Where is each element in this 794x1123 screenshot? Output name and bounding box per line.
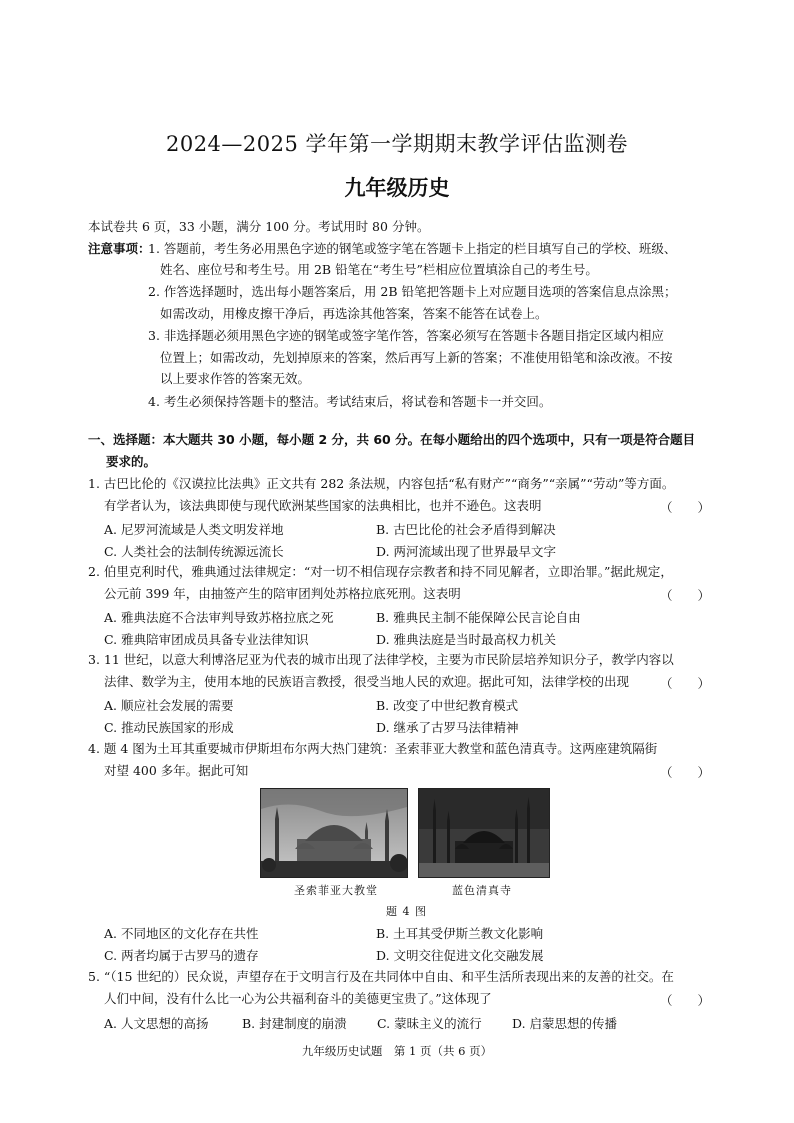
notice-2-line-2: 如需改动，用橡皮擦干净后，再选涂其他答案，答案不能答在试卷上。: [160, 306, 548, 321]
notice-label: 注意事项：: [88, 241, 151, 256]
q2-answer-blank: （ ）: [660, 588, 711, 603]
q1-option-c: C. 人类社会的法制传统源远流长: [104, 544, 284, 559]
q3-option-d: D. 继承了古罗马法律精神: [376, 720, 519, 735]
q2-option-d: D. 雅典法庭是当时最高权力机关: [376, 632, 557, 647]
blue-mosque-illustration: [419, 789, 549, 877]
q4-option-c: C. 两者均属于古罗马的遗存: [104, 948, 259, 963]
q4-stem-line-2: 对望 400 多年。据此可知: [104, 763, 249, 778]
q5-option-b: B. 封建制度的崩溃: [242, 1016, 347, 1031]
q1-option-d: D. 两河流域出现了世界最早文字: [376, 544, 557, 559]
q3-stem-line-2: 法律、数学为主，使用本地的民族语言教授，很受当地人民的欢迎。据此可知，法律学校的出现: [104, 674, 630, 689]
section-heading-line-1: 一、选择题：本大题共 30 小题，每小题 2 分，共 60 分。在每小题给出的四个选项中，只有一项是符合题目: [88, 432, 696, 447]
q5-option-d: D. 启蒙思想的传播: [512, 1016, 618, 1031]
page-footer: 九年级历史试题 第 1 页（共 6 页）: [301, 1044, 493, 1058]
notice-1-line-2: 姓名、座位号和考生号。用 2B 铅笔在“考生号”栏相应位置填涂自己的考生号。: [160, 262, 598, 277]
exam-title: 2024—2025 学年第一学期期末教学评估监测卷: [165, 132, 629, 156]
q3-stem-line-1: 3. 11 世纪，以意大利博洛尼亚为代表的城市出现了法律学校，主要为市民阶层培养知识分子，教学内容以: [88, 652, 674, 667]
q1-stem-line-1: 1. 古巴比伦的《汉谟拉比法典》正文共有 282 条法规，内容包括“私有财产”“商务”“亲属”“劳动”等方面。: [88, 476, 675, 491]
q4-option-d: D. 文明交往促进文化交融发展: [376, 948, 544, 963]
q2-stem-line-2: 公元前 399 年，由抽签产生的陪审团判处苏格拉底死刑。这表明: [104, 586, 461, 601]
q4-answer-blank: （ ）: [660, 765, 711, 780]
q5-option-c: C. 蒙昧主义的流行: [377, 1016, 482, 1031]
notice-3-line-3: 以上要求作答的答案无效。: [160, 371, 311, 386]
q5-stem-line-1: 5. “（15 世纪的）民众说，声望存在于文明言行及在共同体中自由、和平生活所表现出来的友善的社交。在: [88, 969, 674, 984]
blue-mosque-photo: [418, 788, 550, 878]
q3-answer-blank: （ ）: [660, 676, 711, 691]
q4-option-a: A. 不同地区的文化存在共性: [104, 926, 259, 941]
q2-option-b: B. 雅典民主制不能保障公民言论自由: [376, 610, 581, 625]
notice-2-line-1: 2. 作答选择题时，选出每小题答案后，用 2B 铅笔把答题卡上对应题目选项的答案信息点涂黑；: [148, 284, 677, 299]
figure-caption-hagia-sophia: 圣索菲亚大教堂: [294, 884, 378, 897]
notice-1-line-1: 1. 答题前，考生务必用黑色字迹的钢笔或签字笔在答题卡上指定的栏目填写自己的学校、班级、: [148, 241, 677, 256]
notice-4-line-1: 4. 考生必须保持答题卡的整洁。考试结束后，将试卷和答题卡一并交回。: [148, 394, 552, 409]
exam-subject: 九年级历史: [344, 176, 450, 200]
q1-stem-line-2: 有学者认为，该法典即使与现代欧洲某些国家的法典相比，也并不逊色。这表明: [104, 498, 542, 513]
hagia-sophia-illustration: [261, 789, 407, 877]
intro-text: 本试卷共 6 页，33 小题，满分 100 分。考试用时 80 分钟。: [88, 219, 430, 234]
q2-option-c: C. 雅典陪审团成员具备专业法律知识: [104, 632, 309, 647]
q5-option-a: A. 人文思想的高扬: [104, 1016, 209, 1031]
q1-answer-blank: （ ）: [660, 500, 711, 515]
q5-stem-line-2: 人们中间，没有什么比一心为公共福利奋斗的美德更宝贵了。”这体现了: [104, 991, 492, 1006]
q3-option-c: C. 推动民族国家的形成: [104, 720, 234, 735]
q2-stem-line-1: 2. 伯里克利时代，雅典通过法律规定：“对一切不相信现存宗教者和持不同见解者，立即治罪。”据此规定，: [88, 564, 673, 579]
figure-caption-blue-mosque: 蓝色清真寺: [452, 884, 512, 897]
q4-option-b: B. 土耳其受伊斯兰教文化影响: [376, 926, 544, 941]
figure-label: 题 4 图: [386, 905, 427, 918]
notice-3-line-2: 位置上；如需改动，先划掉原来的答案，然后再写上新的答案；不准使用铅笔和涂改液。不按: [160, 350, 673, 365]
q4-stem-line-1: 4. 题 4 图为土耳其重要城市伊斯坦布尔两大热门建筑：圣索菲亚大教堂和蓝色清真寺。这两座建筑隔街: [88, 741, 658, 756]
section-heading-line-2: 要求的。: [106, 454, 157, 469]
q2-option-a: A. 雅典法庭不合法审判导致苏格拉底之死: [104, 610, 334, 625]
q3-option-b: B. 改变了中世纪教育模式: [376, 698, 519, 713]
hagia-sophia-photo: [260, 788, 408, 878]
q1-option-b: B. 古巴比伦的社会矛盾得到解决: [376, 522, 556, 537]
q5-answer-blank: （ ）: [660, 993, 711, 1008]
q3-option-a: A. 顺应社会发展的需要: [104, 698, 234, 713]
notice-3-line-1: 3. 非选择题必须用黑色字迹的钢笔或签字笔作答，答案必须写在答题卡各题目指定区域内相应: [148, 328, 664, 343]
q1-option-a: A. 尼罗河流域是人类文明发祥地: [104, 522, 284, 537]
